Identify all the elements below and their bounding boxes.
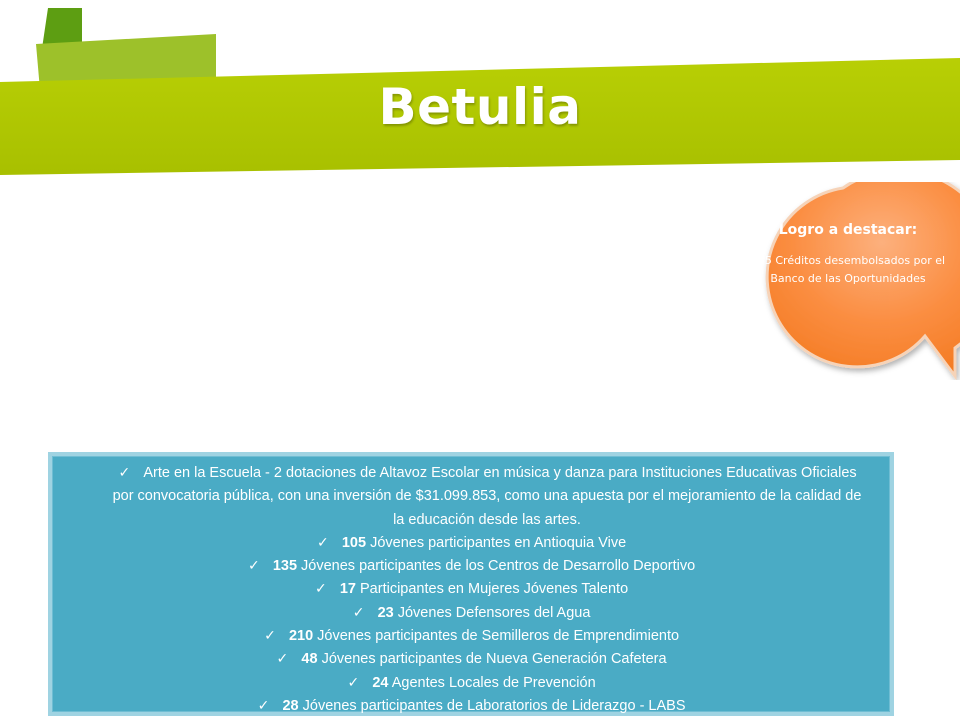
checkmark-icon: ✓: [118, 465, 131, 481]
achievement-text: Participantes en Mujeres Jóvenes Talento: [355, 581, 629, 598]
achievement-text: Arte en la Escuela - 2 dotaciones de Altavoz Escolar en música y danza para Instituciones Educativas Oficiales por convocatoria pública, con una inversión de $31.099.853, como una apuesta por el mejoramiento de la calidad de la educación desde las artes.: [112, 465, 862, 528]
achievement-count: 24: [372, 674, 389, 691]
checkmark-icon: ✓: [347, 674, 360, 691]
achievement-count: 23: [377, 604, 394, 621]
achievement-item: [72, 578, 870, 601]
achievement-item: [72, 602, 870, 625]
achievement-text: Jóvenes participantes de los Centros de Desarrollo Deportivo: [297, 558, 696, 575]
checkmark-icon: ✓: [257, 697, 270, 714]
checkmark-icon: ✓: [264, 628, 276, 645]
achievement-text: Jóvenes participantes de Laboratorios de Liderazgo - LABS: [298, 697, 686, 714]
achievement-text: Jóvenes participantes de Semilleros de Emprendimiento: [313, 628, 680, 645]
achievement-item: [72, 462, 870, 532]
achievement-item: [72, 672, 870, 695]
achievement-count: 135: [272, 558, 298, 575]
achievement-text: Jóvenes Defensores del Agua: [393, 604, 591, 621]
achievement-text: Agentes Locales de Prevención: [388, 674, 596, 691]
achievement-count: 105: [341, 534, 367, 551]
achievement-item: [72, 532, 870, 555]
achievement-text: Jóvenes participantes de Nueva Generación Cafetera: [317, 651, 667, 668]
checkmark-icon: ✓: [247, 558, 260, 575]
achievement-count: 48: [301, 651, 318, 668]
checkmark-icon: ✓: [276, 651, 289, 668]
checkmark-icon: ✓: [352, 604, 365, 621]
callout-body: 235 Créditos desembolsados por el Banco de las Oportunidades: [750, 254, 946, 285]
achievement-item: [72, 625, 870, 648]
achievements-panel: [48, 452, 894, 716]
achievement-count: 210: [288, 628, 314, 645]
achievement-item: [72, 695, 870, 718]
page-title: Betulia: [378, 78, 582, 136]
achievement-item: [72, 648, 870, 671]
achievement-item: [72, 555, 870, 578]
achievement-count: 28: [282, 697, 299, 714]
callout-title: Logro a destacar:: [778, 222, 918, 238]
achievement-callout-text: [748, 222, 948, 288]
checkmark-icon: ✓: [314, 581, 327, 598]
achievement-text: Jóvenes participantes en Antioquia Vive: [366, 534, 627, 551]
achievement-count: 17: [339, 581, 356, 598]
checkmark-icon: ✓: [316, 534, 329, 551]
achievements-list: [52, 456, 890, 718]
